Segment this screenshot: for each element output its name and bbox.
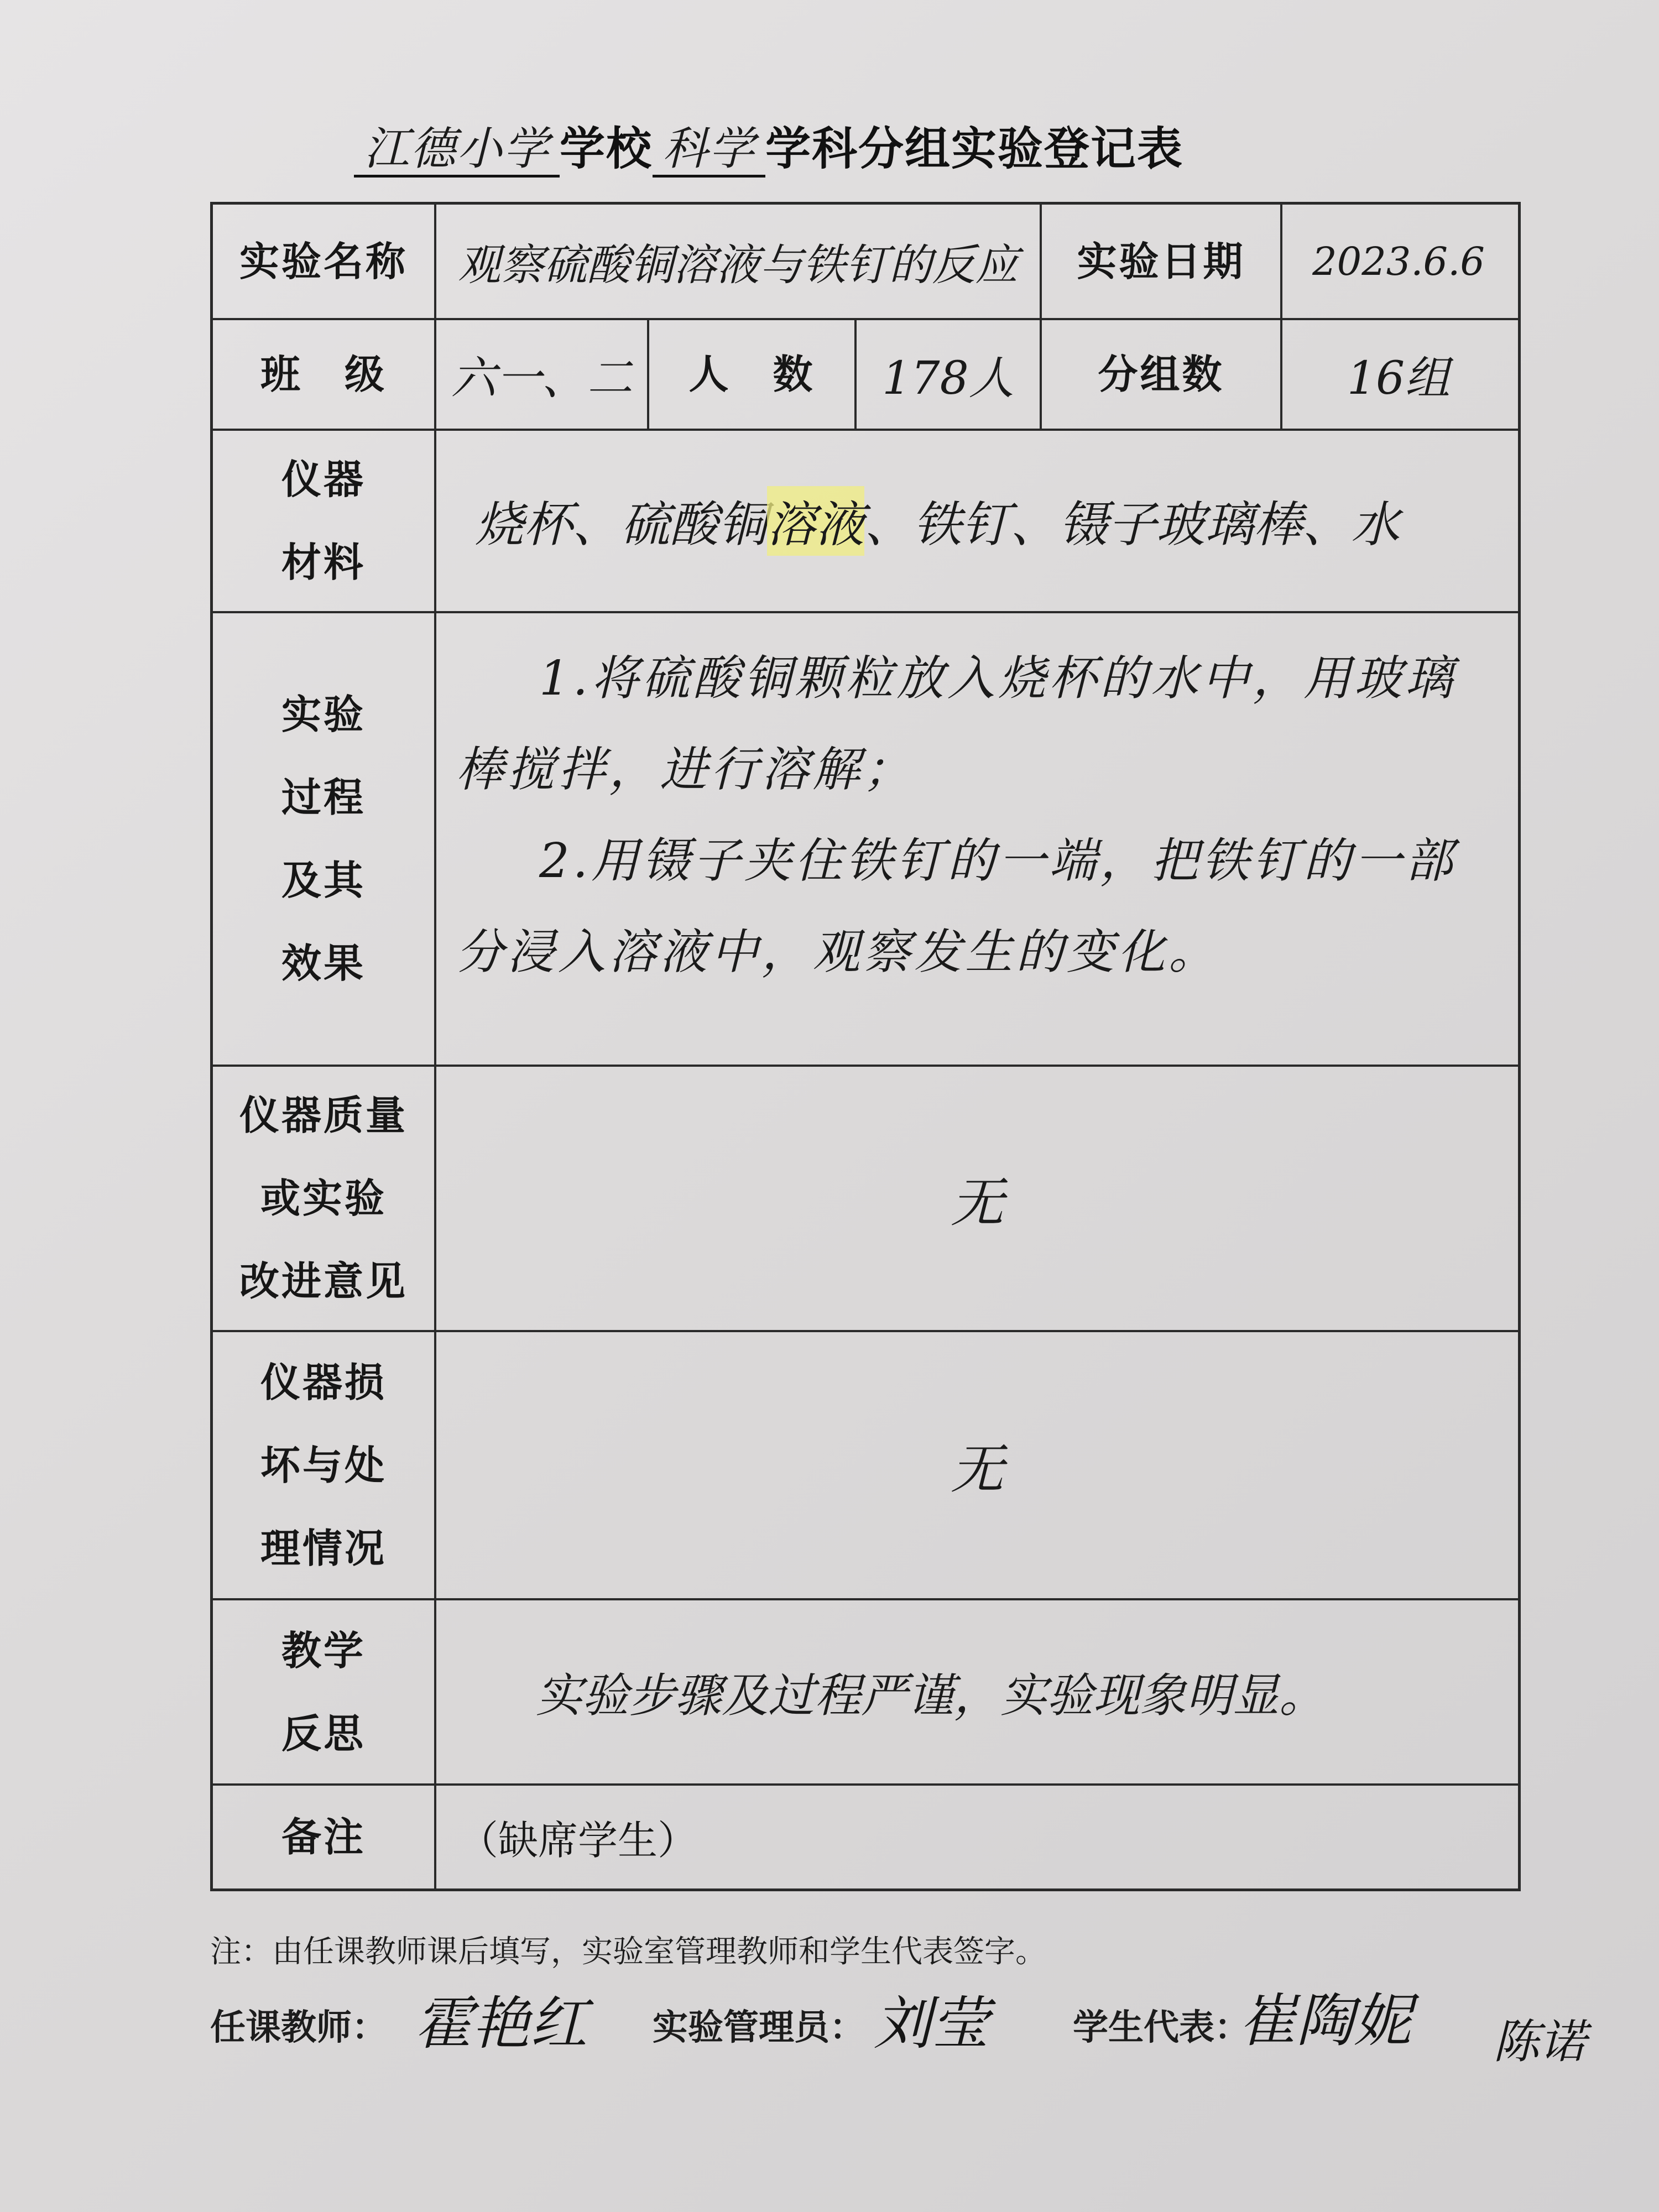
process-label-line: 实验	[281, 691, 366, 738]
experiment-form	[210, 202, 1521, 1891]
people-count-label: 人 数	[688, 351, 815, 398]
process-step: 1.将硫酸铜颗粒放入烧杯的水中，用玻璃棒搅拌，进行溶解；	[456, 651, 1457, 797]
student-label: 学生代表：	[1073, 2007, 1250, 2048]
remarks-value: （缺席学生）	[458, 1817, 698, 1864]
title-suffix: 学科分组实验登记表	[765, 123, 1184, 175]
remarks-label: 备注	[281, 1814, 366, 1860]
damage-label-line: 坏与处	[260, 1442, 387, 1489]
materials-text: 、铁钉、镊子玻璃棒、水	[864, 496, 1400, 553]
damage-label-line: 仪器损	[260, 1359, 387, 1406]
people-count-value: 178人	[882, 352, 1014, 405]
experiment-name-label: 实验名称	[239, 238, 408, 285]
quality-label	[213, 1067, 434, 1330]
class-label: 班 级	[260, 351, 387, 398]
class-value: 六一、二	[451, 352, 633, 405]
admin-label: 实验管理员：	[653, 2007, 865, 2048]
reflection-label-line: 教学	[281, 1627, 366, 1674]
damage-label	[213, 1332, 434, 1598]
process-label-line: 效果	[281, 940, 366, 987]
process-step: 2.用镊子夹住铁钉的一端，把铁钉的一部分浸入溶液中，观察发生的变化。	[456, 833, 1457, 980]
quality-label-line: 或实验	[260, 1175, 387, 1222]
reflection-label-line: 反思	[281, 1710, 366, 1757]
form-title	[354, 111, 1405, 188]
experiment-date-label: 实验日期	[1077, 238, 1245, 285]
materials-label-line: 仪器	[281, 456, 366, 503]
process-label	[213, 613, 434, 1065]
teacher-signature: 霍艳红	[415, 1990, 588, 2057]
experiment-name-value: 观察硫酸铜溶液与铁钉的反应	[457, 240, 1019, 290]
damage-value: 无	[951, 1438, 1004, 1500]
highlighted-text: 溶液	[767, 486, 864, 556]
student-signature: 崔陶妮	[1239, 1987, 1412, 2054]
quality-label-line: 仪器质量	[239, 1092, 408, 1139]
subject-name: 科学	[653, 124, 765, 178]
student-signature: 陈诺	[1493, 2015, 1587, 2069]
school-name: 江德小学	[354, 124, 560, 178]
admin-signature: 刘莹	[874, 1990, 989, 2057]
footer-note: 注：由任课教师课后填写，实验室管理教师和学生代表签字。	[210, 1934, 1046, 1970]
materials-value	[436, 431, 1518, 611]
process-label-line: 及其	[281, 857, 366, 904]
reflection-value: 实验步骤及过程严谨，实验现象明显。	[536, 1668, 1326, 1723]
materials-label	[213, 431, 434, 611]
materials-text: 烧杯、硫酸铜	[475, 496, 768, 553]
school-suffix: 学校	[560, 123, 653, 175]
experiment-date-value: 2023.6.6	[1312, 238, 1485, 284]
quality-label-line: 改进意见	[239, 1258, 408, 1305]
process-label-line: 过程	[281, 774, 366, 821]
reflection-label	[213, 1600, 434, 1783]
damage-label-line: 理情况	[260, 1525, 387, 1572]
quality-value: 无	[951, 1171, 1004, 1234]
materials-label-line: 材料	[281, 539, 366, 586]
group-count-value: 16组	[1347, 352, 1451, 405]
group-count-label: 分组数	[1098, 351, 1224, 398]
teacher-label: 任课教师：	[210, 2007, 387, 2048]
